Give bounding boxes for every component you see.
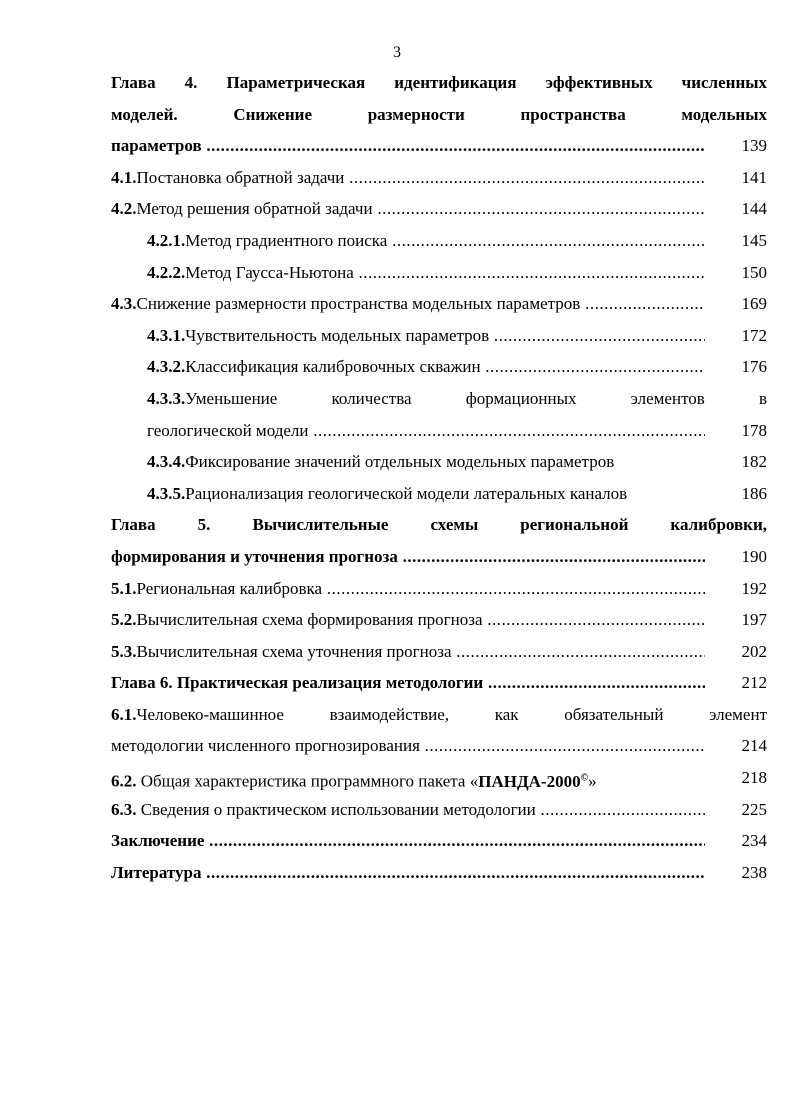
toc-page-number: 202	[741, 641, 767, 661]
section-number: 4.1.	[111, 167, 137, 187]
toc-page-number: 190	[741, 546, 767, 566]
toc-page-number: 218	[741, 768, 767, 788]
product-name: ПАНДА-2000©	[478, 771, 589, 791]
subsection-title: Классификация калибровочных скважин	[185, 357, 481, 377]
section-number: 6.2.	[111, 771, 137, 791]
section-title: Общая характеристика программного пакета «ПАНДА-2000©»	[140, 771, 597, 791]
toc-page-number: 214	[741, 736, 767, 756]
toc-entry	[111, 446, 767, 478]
subsection-number: 4.3.5.	[147, 483, 186, 503]
toc-entry	[111, 415, 767, 447]
toc-entry	[111, 288, 767, 320]
chapter-number: Глава 5.	[111, 515, 211, 535]
toc-entry	[111, 573, 767, 605]
section-title: Метод решения обратной задачи	[136, 199, 373, 219]
subsection-title: Фиксирование значений отдельных модельных параметров	[185, 452, 615, 472]
subsection-number: 4.2.1.	[147, 230, 186, 250]
toc-entry	[111, 67, 767, 99]
section-title: Вычислительная схема уточнения прогноза	[136, 641, 452, 661]
toc-entry	[111, 257, 767, 289]
toc-entry	[111, 162, 767, 194]
chapter-title: Вычислительные схемы региональной калибровки,	[252, 515, 767, 535]
toc-page-number: 192	[741, 578, 767, 598]
literature-title: Литература	[111, 862, 202, 882]
toc-entry	[111, 351, 767, 383]
toc-entry	[111, 478, 767, 510]
section-title-continued: методологии численного прогнозирования	[111, 736, 420, 756]
subsection-title: Рационализация геологической модели латеральных каналов	[185, 483, 628, 503]
toc-entry	[111, 667, 767, 699]
copyright-mark: ©	[580, 772, 589, 784]
subsection-number: 4.3.3.	[147, 388, 186, 408]
subsection-title-continued: геологической модели	[147, 420, 309, 440]
toc-entry	[111, 383, 767, 415]
conclusion-title: Заключение	[111, 831, 205, 851]
section-title: Снижение размерности пространства модельных параметров	[136, 294, 581, 314]
toc-entry	[111, 130, 767, 162]
subsection-title: Уменьшение количества формационных элементов в	[185, 388, 767, 408]
section-number: 6.1.	[111, 704, 137, 724]
toc-page-number: 186	[741, 483, 767, 503]
toc-page-number: 145	[741, 230, 767, 250]
toc-page-number: 144	[741, 199, 767, 219]
subsection-title: Метод градиентного поиска	[185, 230, 388, 250]
section-number: 5.2.	[111, 610, 137, 630]
subsection-number: 4.3.1.	[147, 325, 186, 345]
toc-page-number: 225	[741, 799, 767, 819]
toc-page-number: 212	[741, 673, 767, 693]
toc-entry	[111, 99, 767, 131]
toc-page-number: 234	[741, 831, 767, 851]
section-title: Сведения о практическом использовании методологии	[140, 799, 536, 819]
toc-entry	[111, 541, 767, 573]
toc-page-number: 178	[741, 420, 767, 440]
section-title: Региональная калибровка	[136, 578, 323, 598]
toc-entry	[111, 825, 767, 857]
page-number: 3	[393, 44, 401, 61]
section-number: 4.3.	[111, 294, 137, 314]
toc-entry	[111, 225, 767, 257]
section-title: Человеко-машинное взаимодействие, как обязательный элемент	[136, 704, 767, 724]
table-of-contents	[111, 67, 767, 888]
subsection-title: Чувствительность модельных параметров	[185, 325, 490, 345]
subsection-number: 4.2.2.	[147, 262, 186, 282]
subsection-number: 4.3.4.	[147, 452, 186, 472]
toc-entry	[111, 636, 767, 668]
toc-page-number: 182	[741, 452, 767, 472]
toc-page-number: 150	[741, 262, 767, 282]
toc-entry	[111, 794, 767, 826]
chapter-title-continued: параметров	[111, 136, 202, 156]
section-number: 5.1.	[111, 578, 137, 598]
chapter-title-continued: формирования и уточнения прогноза	[111, 546, 398, 566]
chapter-title-continued: моделей. Снижение размерности пространства модельных	[111, 104, 767, 124]
section-number: 5.3.	[111, 641, 137, 661]
toc-page-number: 141	[741, 167, 767, 187]
toc-entry	[111, 762, 767, 794]
chapter-title: Практическая реализация методологии	[176, 673, 484, 693]
chapter-number: Глава 4.	[111, 73, 198, 92]
toc-page-number: 238	[741, 862, 767, 882]
toc-page-number: 172	[741, 325, 767, 345]
toc-entry	[111, 604, 767, 636]
toc-entry	[111, 193, 767, 225]
section-number: 4.2.	[111, 199, 137, 219]
section-title: Постановка обратной задачи	[136, 167, 345, 187]
subsection-title: Метод Гаусса-Ньютона	[185, 262, 354, 282]
toc-entry	[111, 857, 767, 889]
section-title: Вычислительная схема формирования прогноза	[136, 610, 483, 630]
section-number: 6.3.	[111, 799, 137, 819]
subsection-number: 4.3.2.	[147, 357, 186, 377]
toc-entry	[111, 699, 767, 731]
toc-page-number: 176	[741, 357, 767, 377]
toc-page-number: 197	[741, 610, 767, 630]
toc-entry	[111, 730, 767, 762]
toc-entry	[111, 320, 767, 352]
chapter-number: Глава 6.	[111, 673, 173, 693]
chapter-title: Параметрическая идентификация эффективных численных	[226, 73, 767, 92]
toc-page-number: 169	[741, 294, 767, 314]
toc-entry	[111, 509, 767, 541]
toc-page-number: 139	[741, 136, 767, 156]
